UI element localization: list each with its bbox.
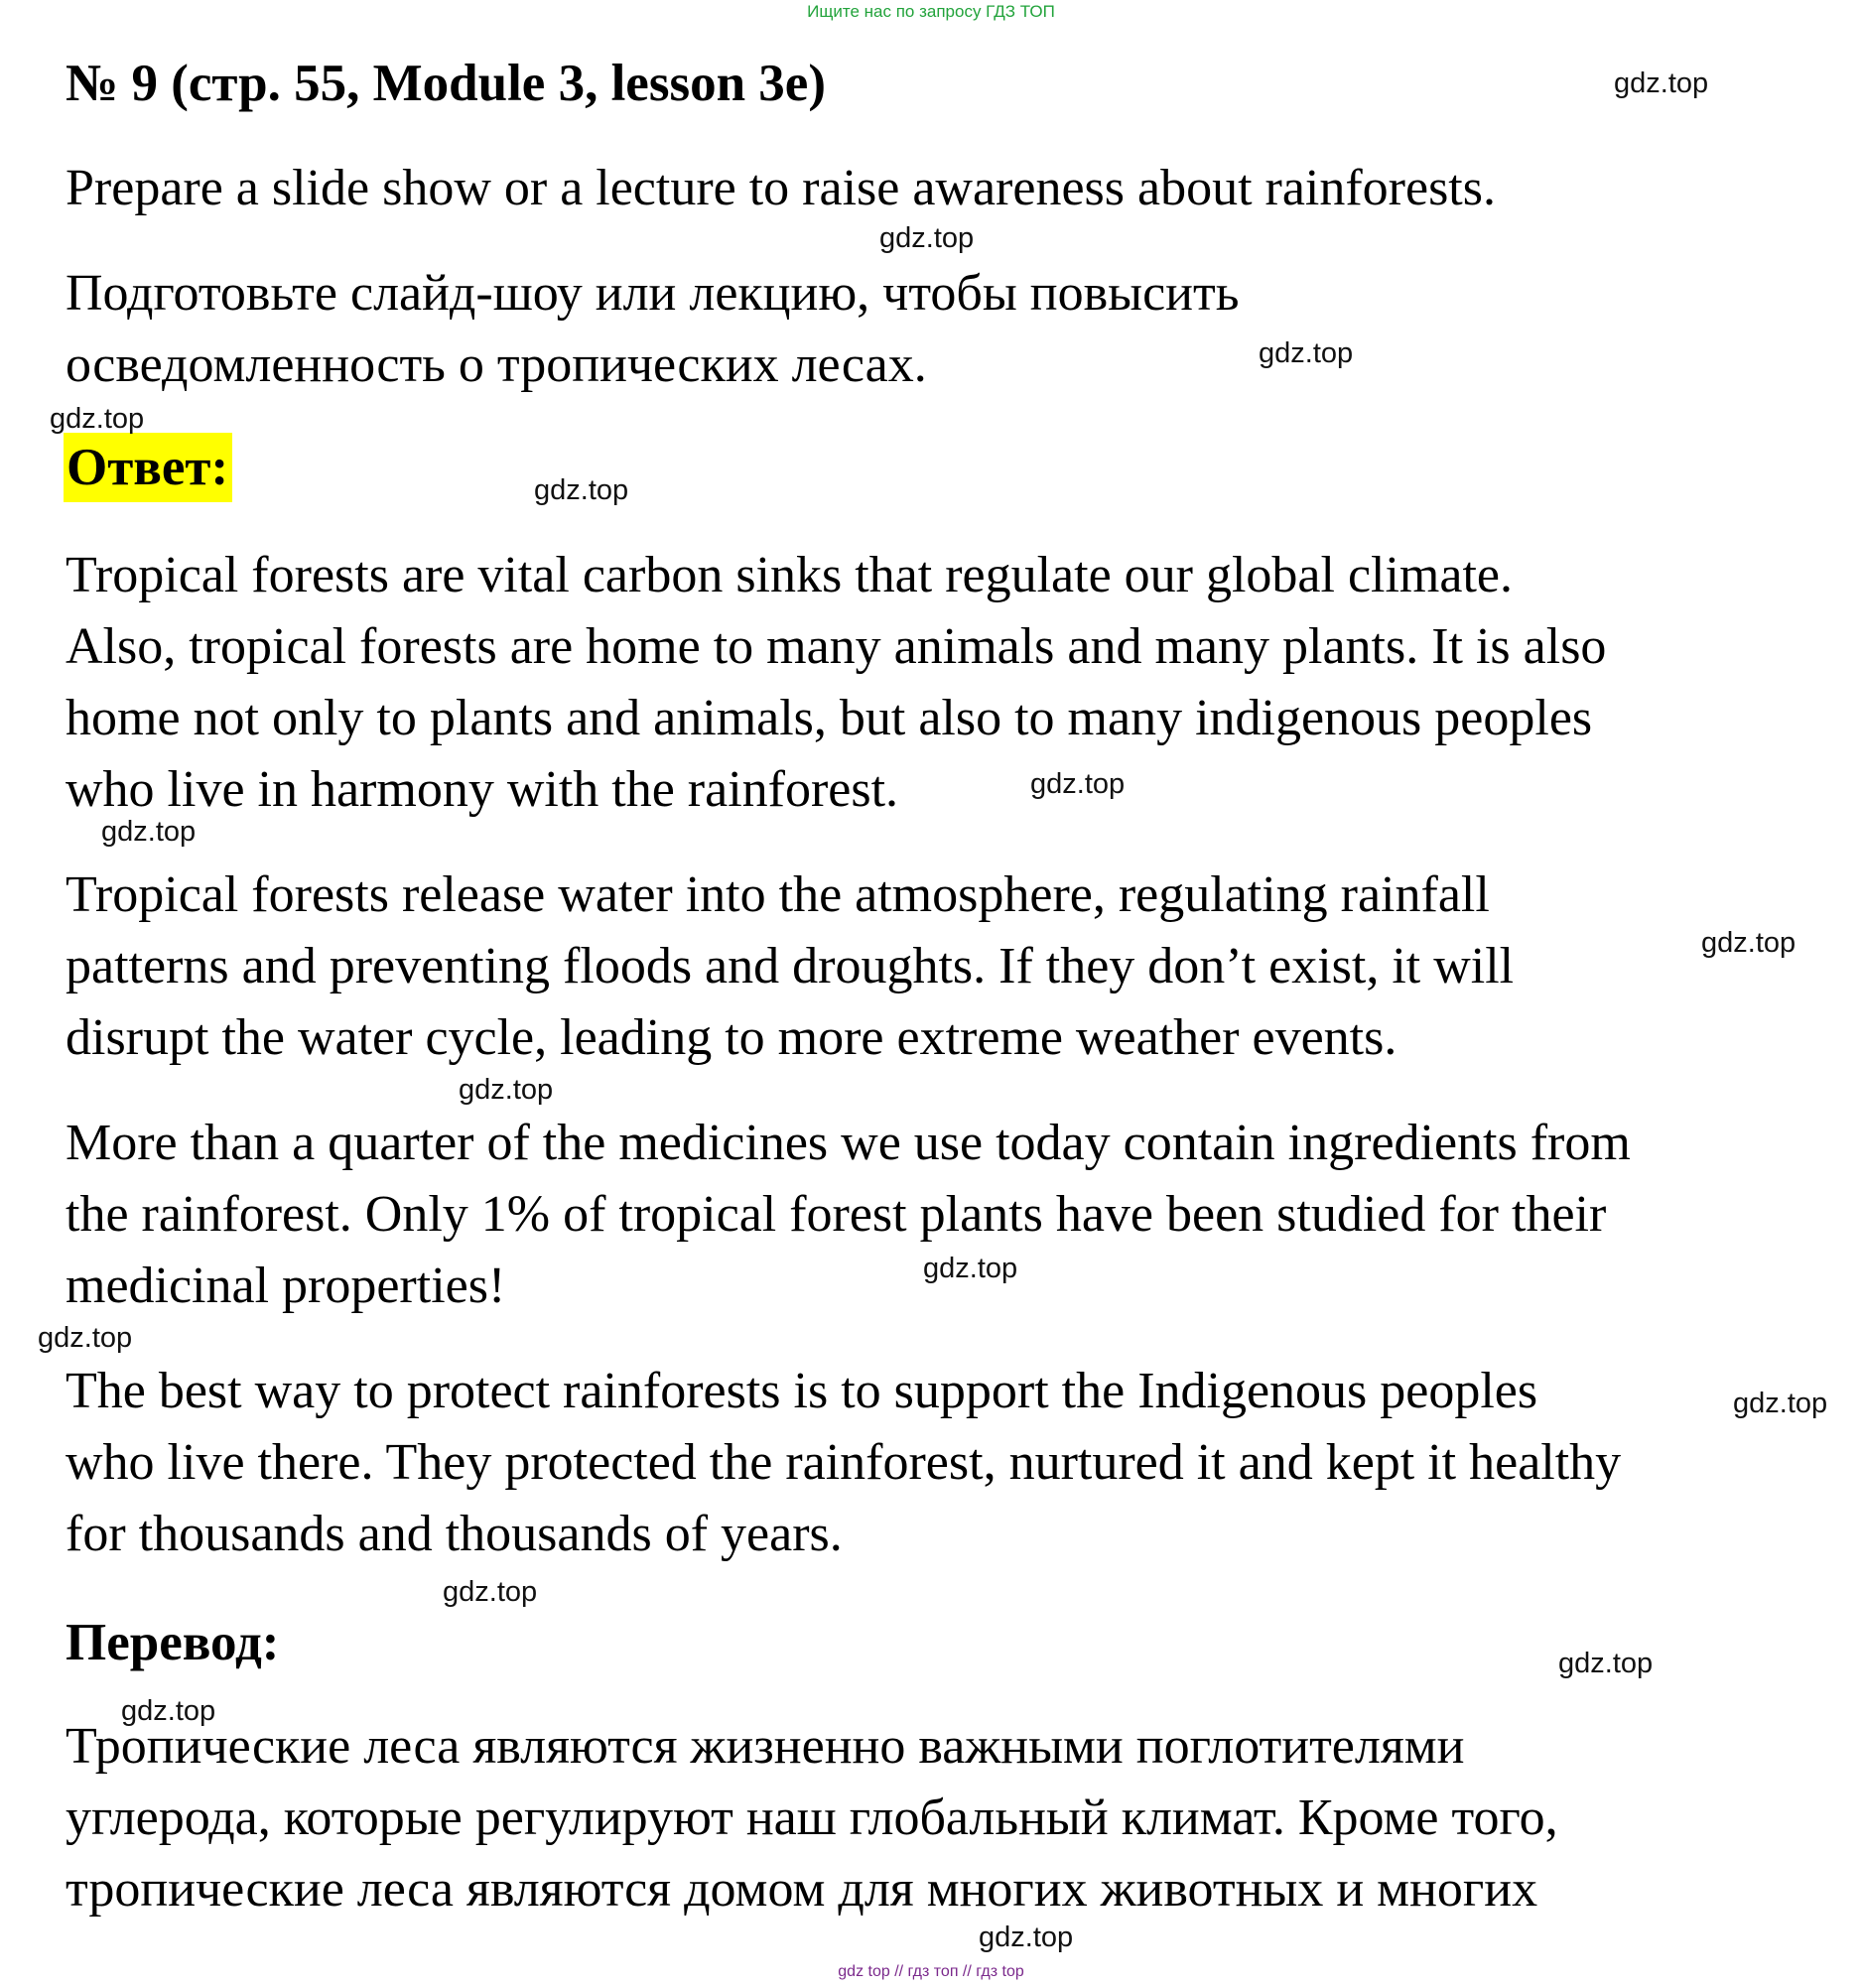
search-banner: Ищите нас по запросу ГДЗ ТОП xyxy=(807,2,1055,21)
task-english: Prepare a slide show or a lecture to raise awareness about rainforests. xyxy=(66,160,1496,216)
watermark: gdz.top xyxy=(534,474,629,506)
answer-p3-line-3: medicinal properties! xyxy=(66,1258,506,1314)
answer-p3-line-1: More than a quarter of the medicines we use today contain ingredients from xyxy=(66,1115,1631,1171)
translation-line-1: Тропические леса являются жизненно важными поглотителями xyxy=(66,1718,1465,1775)
watermark: gdz.top xyxy=(38,1322,133,1354)
watermark: gdz.top xyxy=(101,816,197,848)
footer-links: gdz top // гдз топ // гдз top xyxy=(838,1963,1024,1980)
task-russian-line-2: осведомленность о тропических лесах. xyxy=(66,336,927,393)
watermark: gdz.top xyxy=(1733,1388,1828,1419)
answer-p4-line-2: who live there. They protected the rainforest, nurtured it and kept it healthy xyxy=(66,1434,1622,1491)
answer-p4-line-1: The best way to protect rainforests is to support the Indigenous peoples xyxy=(66,1363,1538,1419)
watermark: gdz.top xyxy=(1558,1648,1654,1679)
answer-p4-line-3: for thousands and thousands of years. xyxy=(66,1506,843,1562)
watermark: gdz.top xyxy=(459,1074,554,1106)
answer-p1-line-1: Tropical forests are vital carbon sinks that regulate our global climate. xyxy=(66,547,1513,603)
answer-p1-line-4: who live in harmony with the rainforest. xyxy=(66,761,899,818)
page-title: № 9 (стр. 55, Module 3, lesson 3e) xyxy=(66,55,826,112)
answer-p3-line-2: the rainforest. Only 1% of tropical forest plants have been studied for their xyxy=(66,1186,1607,1243)
watermark: gdz.top xyxy=(1030,768,1126,800)
answer-label: Ответ: xyxy=(64,433,232,502)
watermark: gdz.top xyxy=(923,1253,1018,1284)
watermark: gdz.top xyxy=(1614,67,1709,99)
watermark: gdz.top xyxy=(1701,927,1796,959)
translation-line-2: углерода, которые регулируют наш глобальный климат. Кроме того, xyxy=(66,1789,1558,1846)
watermark: gdz.top xyxy=(50,403,145,435)
answer-p2-line-1: Tropical forests release water into the atmosphere, regulating rainfall xyxy=(66,866,1490,923)
watermark: gdz.top xyxy=(979,1922,1074,1953)
watermark: gdz.top xyxy=(879,222,975,254)
answer-p2-line-2: patterns and preventing floods and droughts. If they don’t exist, it will xyxy=(66,938,1515,994)
answer-p1-line-2: Also, tropical forests are home to many animals and many plants. It is also xyxy=(66,618,1607,675)
translation-line-3: тропические леса являются домом для многих животных и многих xyxy=(66,1861,1538,1918)
task-russian-line-1: Подготовьте слайд-шоу или лекцию, чтобы повысить xyxy=(66,265,1240,322)
translation-label: Перевод: xyxy=(66,1614,280,1671)
watermark: gdz.top xyxy=(121,1695,216,1727)
watermark: gdz.top xyxy=(1259,337,1354,369)
answer-p1-line-3: home not only to plants and animals, but also to many indigenous peoples xyxy=(66,690,1593,746)
answer-p2-line-3: disrupt the water cycle, leading to more extreme weather events. xyxy=(66,1009,1397,1066)
watermark: gdz.top xyxy=(443,1576,538,1608)
